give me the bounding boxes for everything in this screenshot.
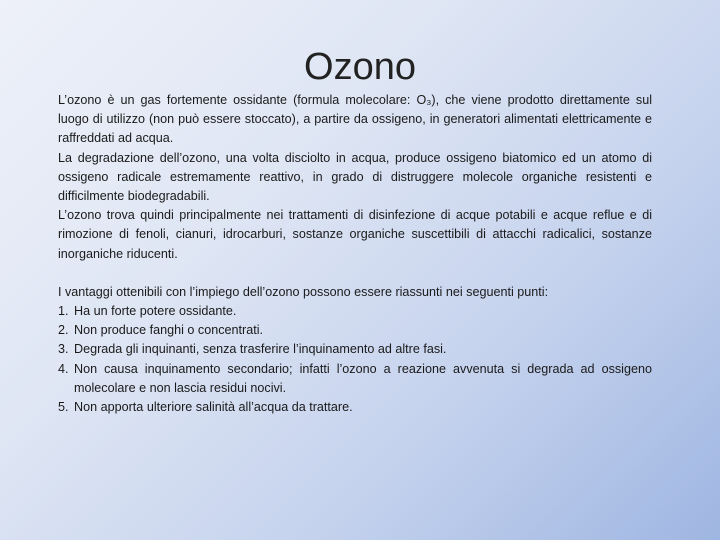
- paragraph-ozone-definition: L’ozono è un gas fortemente ossidante (formula molecolare: O₃), che viene prodotto direttamente sul luogo di utilizzo (non può essere stoccato), a partire da ossigeno, in generatori alimentati elettricamente e raffreddati ad acqua.: [58, 93, 652, 146]
- list-item-text: Non apporta ulteriore salinità all’acqua da trattare.: [74, 400, 353, 415]
- paragraph-ozone-degradation: La degradazione dell’ozono, una volta disciolto in acqua, produce ossigeno biatomico ed un atomo di ossigeno radicale estremamente reattivo, in grado di distruggere molecole organiche resistenti e difficilmente biodegradabili.: [58, 150, 652, 204]
- list-item-number: 3.: [58, 342, 69, 357]
- list-item-text: Degrada gli inquinanti, senza trasferire l’inquinamento ad altre fasi.: [74, 342, 447, 357]
- spacer: [58, 264, 652, 283]
- list-item: [58, 398, 652, 417]
- list-item-text: Non produce fanghi o concentrati.: [74, 323, 264, 338]
- slide-title: Ozono: [304, 46, 416, 88]
- paragraph-ozone-applications: L’ozono trova quindi principalmente nei trattamenti di disinfezione di acque potabili e acque reflue e di rimozione di fenoli, cianuri, idrocarburi, sostanze organiche suscettibili di attacchi radicalici, sostanze inorganiche riducenti.: [58, 208, 652, 261]
- slide-body: [58, 91, 652, 417]
- list-item-number: 1.: [58, 304, 69, 319]
- advantages-intro: I vantaggi ottenibili con l’impiego dell’ozono possono essere riassunti nei seguenti punti:: [58, 284, 549, 299]
- list-item-number: 4.: [58, 361, 69, 376]
- list-item: [58, 321, 652, 340]
- list-item: [58, 360, 652, 398]
- advantages-list: [58, 302, 652, 417]
- list-item-text: Ha un forte potere ossidante.: [74, 304, 237, 319]
- list-item: [58, 302, 652, 321]
- list-item-number: 2.: [58, 323, 69, 338]
- list-item: [58, 340, 652, 359]
- list-item-number: 5.: [58, 400, 69, 415]
- list-item-text: Non causa inquinamento secondario; infatti l’ozono a reazione avvenuta si degrada ad ossigeno molecolare e non lascia residui nocivi.: [74, 361, 652, 395]
